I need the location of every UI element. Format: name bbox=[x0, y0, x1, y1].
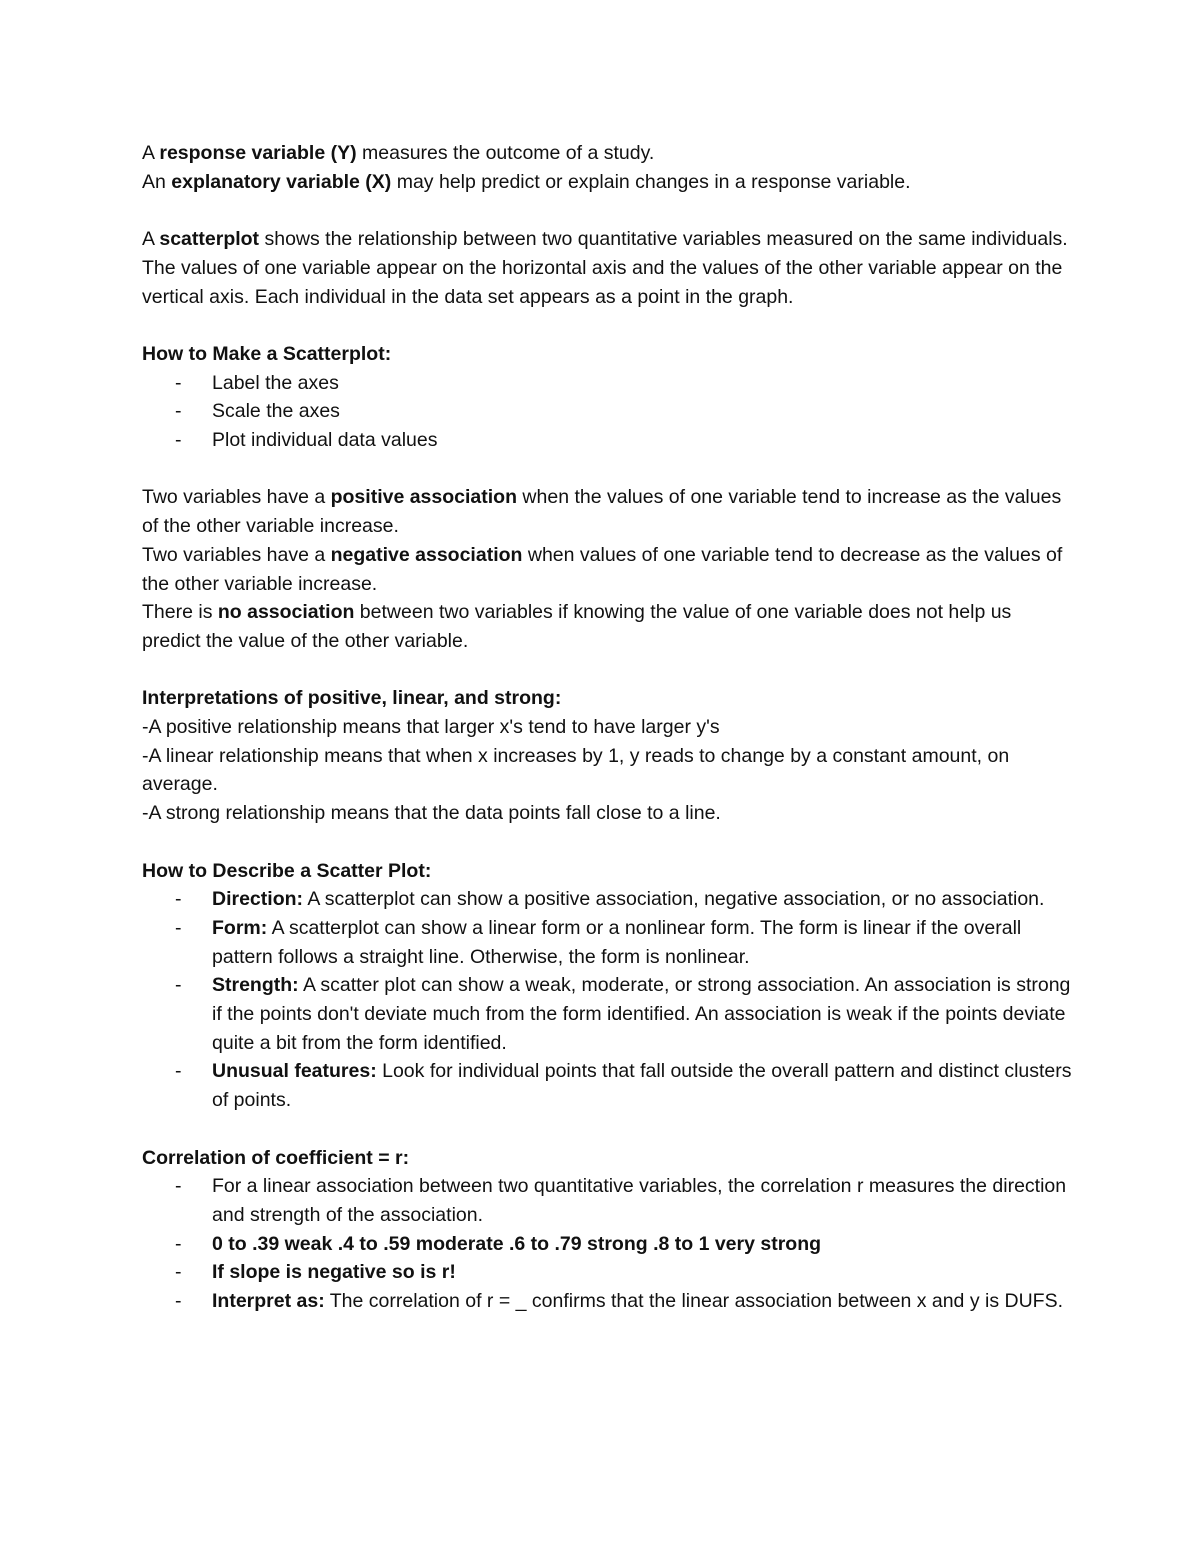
interpretation-line: -A linear relationship means that when x increases by 1, y reads to change by a constant amount, on average. bbox=[142, 744, 1010, 796]
spacer bbox=[142, 196, 1072, 225]
list-item: - Form: A scatterplot can show a linear form or a nonlinear form. The form is linear if the overall pattern follows a straight line. Otherwise, the form is nonlinear. bbox=[142, 914, 1072, 971]
how-to-make-heading: How to Make a Scatterplot: bbox=[142, 342, 392, 365]
list-item: - Label the axes bbox=[142, 369, 1072, 398]
list-item bbox=[142, 1230, 1072, 1259]
negative-association-definition: Two variables have a negative association when values of one variable tend to decrease as the values of the other variable increase. bbox=[142, 543, 1063, 595]
list-item: - For a linear association between two quantitative variables, the correlation r measures the direction and strength of the association. bbox=[142, 1172, 1072, 1229]
spacer bbox=[142, 311, 1072, 340]
no-association-definition: There is no association between two variables if knowing the value of one variable does not help us predict the value of the other variable. bbox=[142, 601, 1012, 652]
list-item: - Plot individual data values bbox=[142, 426, 1072, 455]
spacer bbox=[142, 656, 1072, 685]
spacer bbox=[142, 1115, 1072, 1144]
term-positive-association: positive association bbox=[330, 486, 518, 509]
list-item: - Interpret as: The correlation of r = _ confirms that the linear association between x and y is DUFS. bbox=[142, 1287, 1072, 1316]
slope-sign-note: If slope is negative so is r! bbox=[212, 1261, 456, 1284]
explanatory-variable-definition: An explanatory variable (X) may help predict or explain changes in a response variable. bbox=[142, 170, 911, 193]
correlation-heading: Correlation of coefficient = r: bbox=[142, 1146, 410, 1169]
spacer bbox=[142, 455, 1072, 484]
list-item: - Strength: A scatter plot can show a weak, moderate, or strong association. An association is strong if the points don't deviate much from the form identified. An association is weak if the points deviate quite a bit from the form identified. bbox=[142, 971, 1072, 1057]
term-scatterplot: scatterplot bbox=[159, 228, 260, 251]
list-item: - Unusual features: Look for individual points that fall outside the overall pattern and distinct clusters of points. bbox=[142, 1057, 1072, 1114]
list-item bbox=[142, 1258, 1072, 1287]
list-item: - Direction: A scatterplot can show a positive association, negative association, or no association. bbox=[142, 885, 1072, 914]
how-to-make-list bbox=[142, 369, 1072, 455]
term-direction: Direction: bbox=[212, 888, 304, 911]
describe-list bbox=[142, 885, 1072, 1115]
response-variable-definition: A response variable (Y) measures the outcome of a study. bbox=[142, 142, 655, 164]
document-page bbox=[142, 139, 1072, 1316]
interpretation-line: -A strong relationship means that the data points fall close to a line. bbox=[142, 802, 721, 825]
term-strength: Strength: bbox=[212, 974, 299, 997]
describe-heading: How to Describe a Scatter Plot: bbox=[142, 859, 432, 882]
strength-scale: 0 to .39 weak .4 to .59 moderate .6 to .79 strong .8 to 1 very strong bbox=[212, 1232, 822, 1255]
term-response-variable: response variable (Y) bbox=[159, 142, 357, 164]
positive-association-definition: Two variables have a positive association when the values of one variable tend to increase as the values of the other variable increase. bbox=[142, 486, 1062, 538]
term-interpret-as: Interpret as: bbox=[212, 1290, 325, 1313]
term-explanatory-variable: explanatory variable (X) bbox=[171, 170, 392, 193]
term-form: Form: bbox=[212, 916, 268, 939]
term-no-association: no association bbox=[217, 601, 355, 624]
interpretation-line: -A positive relationship means that larger x's tend to have larger y's bbox=[142, 716, 720, 738]
spacer bbox=[142, 828, 1072, 857]
list-item: - Scale the axes bbox=[142, 397, 1072, 426]
interpretations-heading: Interpretations of positive, linear, and strong: bbox=[142, 687, 562, 710]
scatterplot-definition: A scatterplot shows the relationship between two quantitative variables measured on the same individuals. The values of one variable appear on the horizontal axis and the values of the other variable appear on the vertical axis. Each individual in the data set appears as a point in the graph. bbox=[142, 228, 1068, 308]
term-unusual-features: Unusual features: bbox=[212, 1060, 377, 1083]
term-negative-association: negative association bbox=[330, 543, 523, 566]
correlation-list bbox=[142, 1172, 1072, 1316]
